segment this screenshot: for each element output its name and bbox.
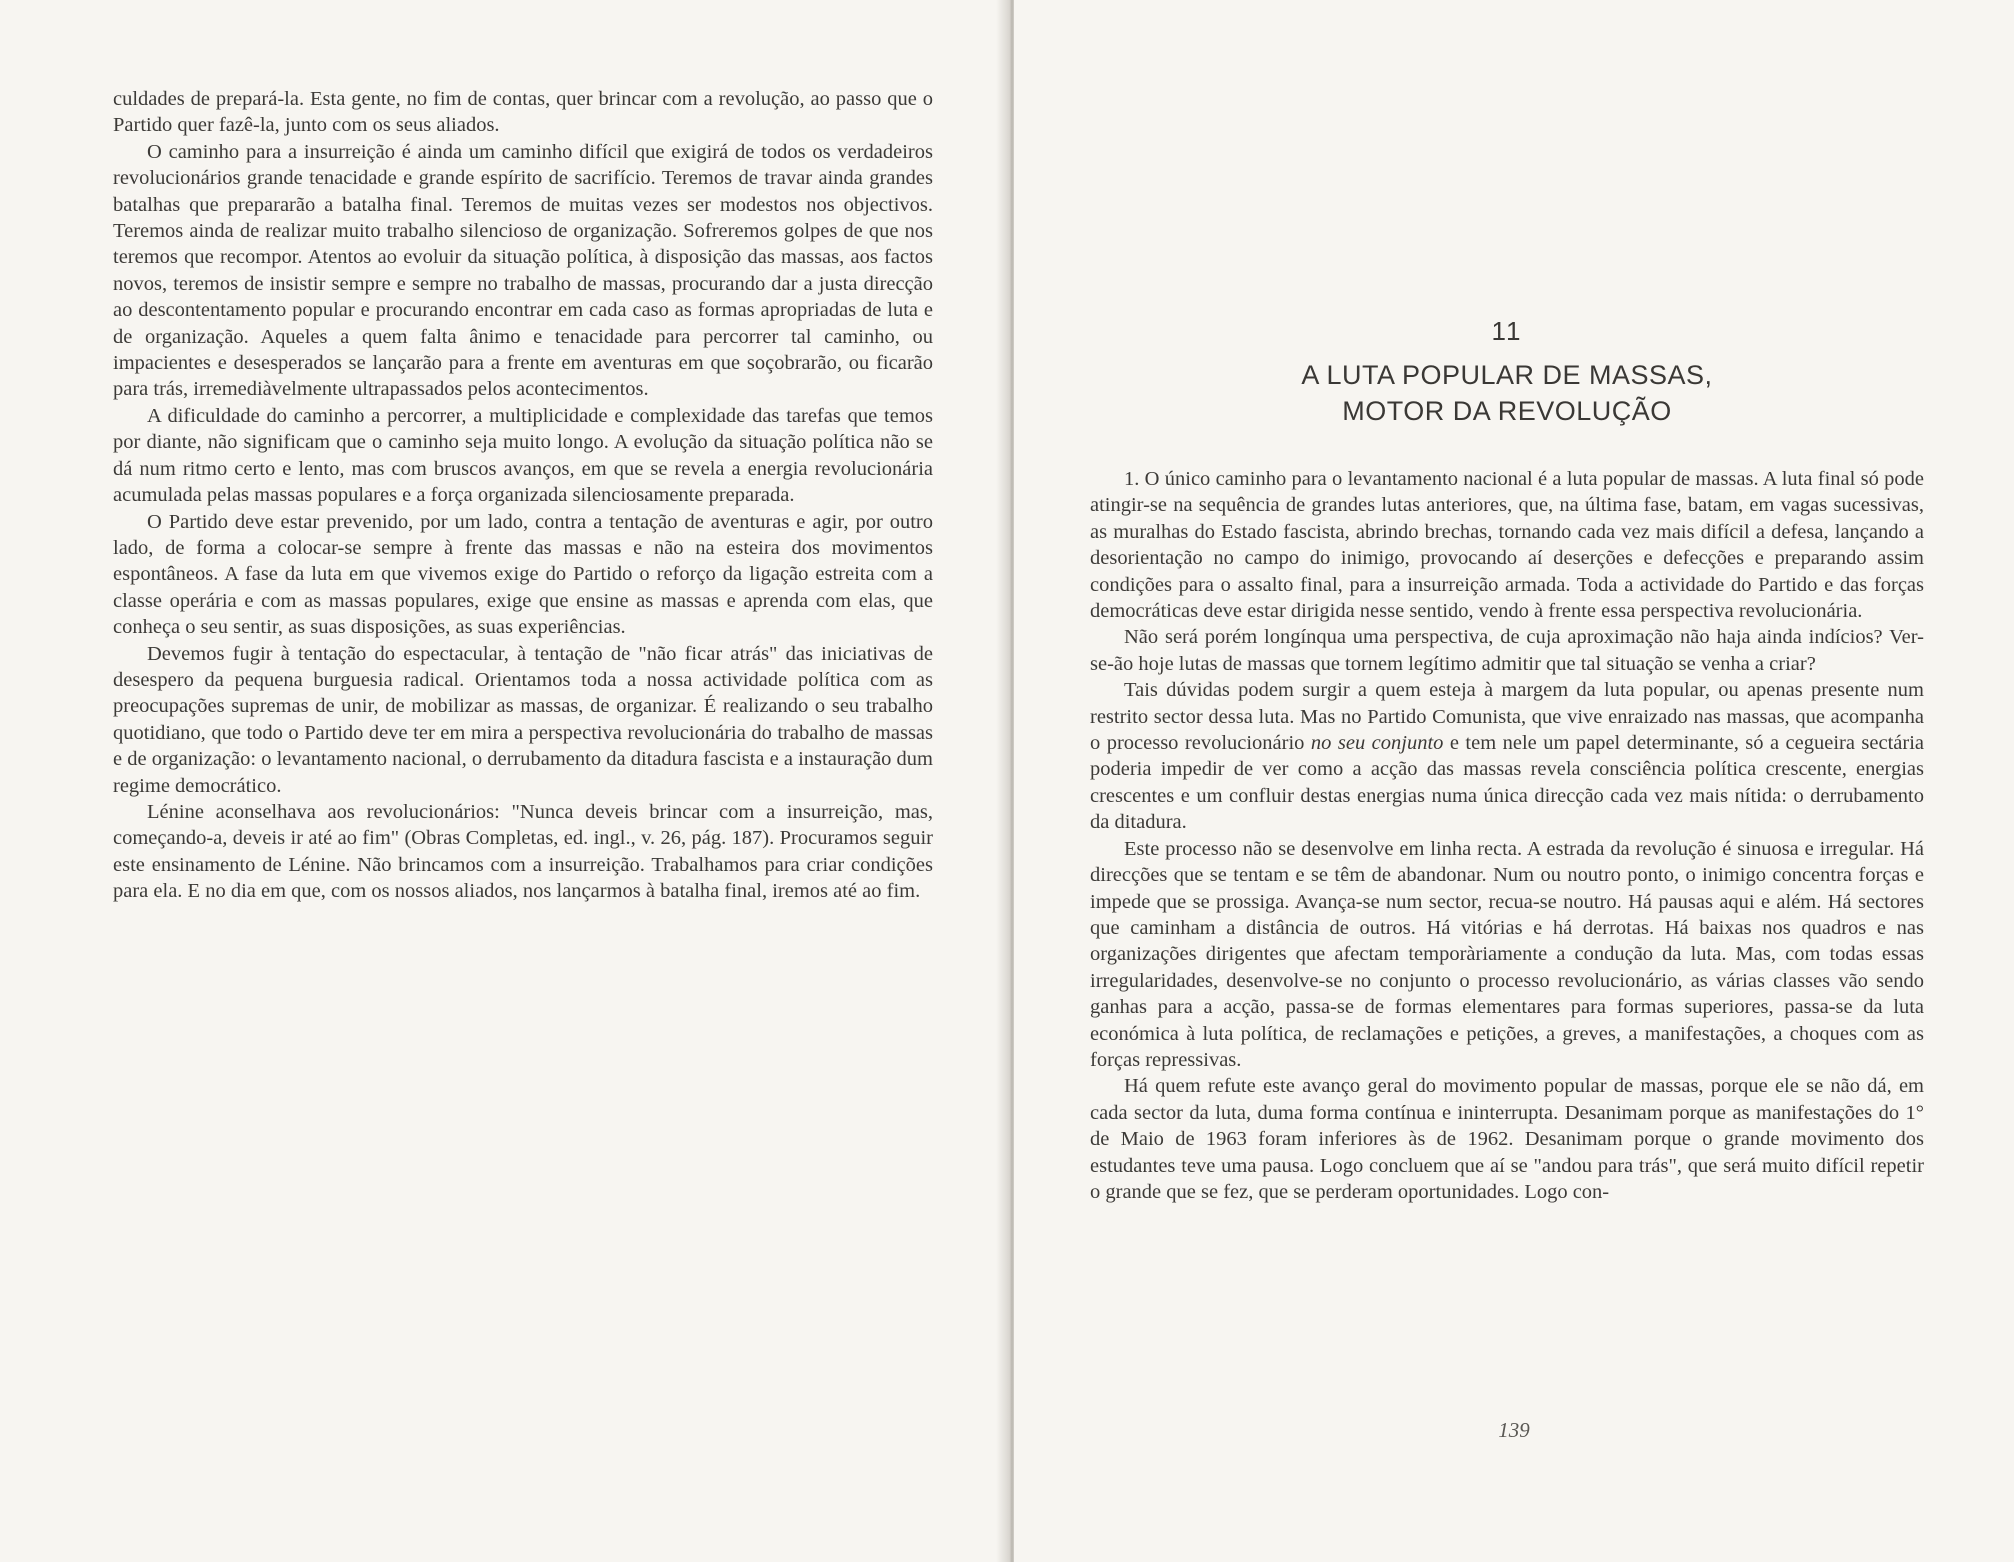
right-page [1014,0,2014,1562]
paragraph: A dificuldade do caminho a percorrer, a multiplicidade e complexidade das tarefas que temos por diante, não significam que o caminho seja muito longo. A evolução da situação política não se dá num ritmo certo e lento, mas com bruscos avanços, em que se revela a energia revolucionária acumulada pelas massas populares e a força organizada silenciosamente preparada. [113,404,933,507]
right-page-text [1090,466,1924,1205]
paragraph: Este processo não se desenvolve em linha recta. A estrada da revolução é sinuosa e irregular. Há direcções que se tentam e se têm de abandonar. Num ou noutro ponto, o inimigo concentra forças e impede que se prossiga. Avança-se num sector, recua-se noutro. Há pausas aqui e além. Há sectores que caminham a distância de outros. Há vitórias e há derrotas. Há baixas nos quadros e nas organizações dirigentes que afectam temporàriamente a condução da luta. Mas, com todas essas irregularidades, desenvolve-se no conjunto o processo revolucionário, as várias classes vão sendo ganhas para a acção, passa-se de formas elementares para formas superiores, passa-se da luta económica à luta política, de reclamações e petições, a greves, a manifestações, a choques com as forças repressivas. [1090,837,1924,1071]
paragraph-text: Tais dúvidas podem surgir a quem esteja à margem da luta popular, ou apenas presente num restrito sector dessa luta. Mas no Partido Comunista, que vive enraizado nas massas, que acompanha o processo revolucionário [1090,679,1924,755]
paragraph-text: e tem nele um papel determinante, só a cegueira sectária poderia impedir de ver como a acção das massas revela consciência política crescente, energias crescentes e um confluir destas energias numa única direcção cada vez mais nítida: o derrubamento da ditadura. [1090,732,1925,834]
chapter-title-line-1: A LUTA POPULAR DE MASSAS, [1301,360,1713,390]
paragraph: Lénine aconselhava aos revolucionários: "Nunca deveis brincar com a insurreição, mas, começando-a, deveis ir até ao fim" (Obras Completas, ed. ingl., v. 26, pág. 187). Procuramos seguir este ensinamento de Lénine. Não brincamos com a insurreição. Trabalhamos para criar condições para ela. E no dia em que, com os nossos aliados, nos lançarmos à batalha final, iremos até ao fim. [113,800,933,903]
paragraph: O Partido deve estar prevenido, por um lado, contra a tentação de aventuras e agir, por outro lado, de forma a colocar-se sempre à frente das massas e não na esteira dos movimentos espontâneos. A fase da luta em que vivemos exige do Partido o reforço da ligação estreita com a classe operária e com as massas populares, exige que ensine as massas e aprenda com elas, que conheça o seu sentir, as suas disposições, as suas experiências. [113,510,933,639]
paragraph [1090,677,1924,835]
paragraph: Não será porém longínqua uma perspectiva, de cuja aproximação não haja ainda indícios? Ver-se-ão hoje lutas de massas que tornem legítimo admitir que tal situação se venha a criar? [1090,626,1924,675]
paragraph: Há quem refute este avanço geral do movimento popular de massas, porque ele se não dá, em cada sector da luta, duma forma contínua e ininterrupta. Desanimam porque as manifestações do 1° de Maio de 1963 foram inferiores às de 1962. Desanimam porque o grande movimento dos estudantes teve uma pausa. Logo concluem que aí se "andou para trás", que será muito difícil repetir o grande que se fez, que se perderam oportunidades. Logo con- [1090,1075,1924,1203]
paragraph: Devemos fugir à tentação do espectacular, à tentação de "não ficar atrás" das iniciativas de desespero da pequena burguesia radical. Orientamos toda a nossa actividade política com as preocupações supremas de unir, de mobilizar as massas, de organizar. É realizando o seu trabalho quotidiano, que todo o Partido deve ter em mira a perspectiva revolucionária do trabalho de massas e de organização: o levantamento nacional, o derrubamento da ditadura fascista e a instauração dum regime democrático. [113,642,933,797]
paragraph: 1. O único caminho para o levantamento nacional é a luta popular de massas. A luta final só pode atingir-se na sequência de grandes lutas anteriores, que, na última fase, batam, em vagas sucessivas, as muralhas do Estado fascista, abrindo brechas, tornando cada vez mais difícil a defesa, lançando a desorientação no campo do inimigo, provocando aí deserções e defecções e preparando assim condições para o assalto final, para a insurreição armada. Toda a actividade do Partido e das forças democráticas deve estar dirigida nesse sentido, vendo à frente essa perspectiva revolucionária. [1090,468,1924,623]
page-number: 139 [1498,1418,1530,1442]
chapter-title-line-2: MOTOR DA REVOLUÇÃO [1342,396,1672,426]
chapter-number: 11 [1491,316,1523,346]
paragraph: culdades de prepará-la. Esta gente, no fim de contas, quer brincar com a revolução, ao passo que o Partido quer fazê-la, junto com os seus aliados. [113,88,933,137]
left-page-text [113,86,933,905]
paragraph: O caminho para a insurreição é ainda um caminho difícil que exigirá de todos os verdadeiros revolucionários grande tenacidade e grande espírito de sacrifício. Teremos de travar ainda grandes batalhas que prepararão a batalha final. Teremos de muitas vezes ser modestos nos objectivos. Teremos ainda de realizar muito trabalho silencioso de organização. Sofreremos golpes de que nos teremos que recompor. Atentos ao evoluir da situação política, à disposição das massas, aos factos novos, teremos de insistir sempre e sempre no trabalho de massas, procurando dar a justa direcção ao descontentamento popular e procurando encontrar em cada caso as formas apropriadas de luta e de organização. Aqueles a quem falta ânimo e tenacidade para percorrer tal caminho, ou impacientes e desesperados se lançarão para a frente em aventuras em que soçobrarão, ou ficarão para trás, irremediàvelmente ultrapassados pelos acontecimentos. [113,140,933,401]
emphasis-text: no seu conjunto [1310,732,1444,755]
